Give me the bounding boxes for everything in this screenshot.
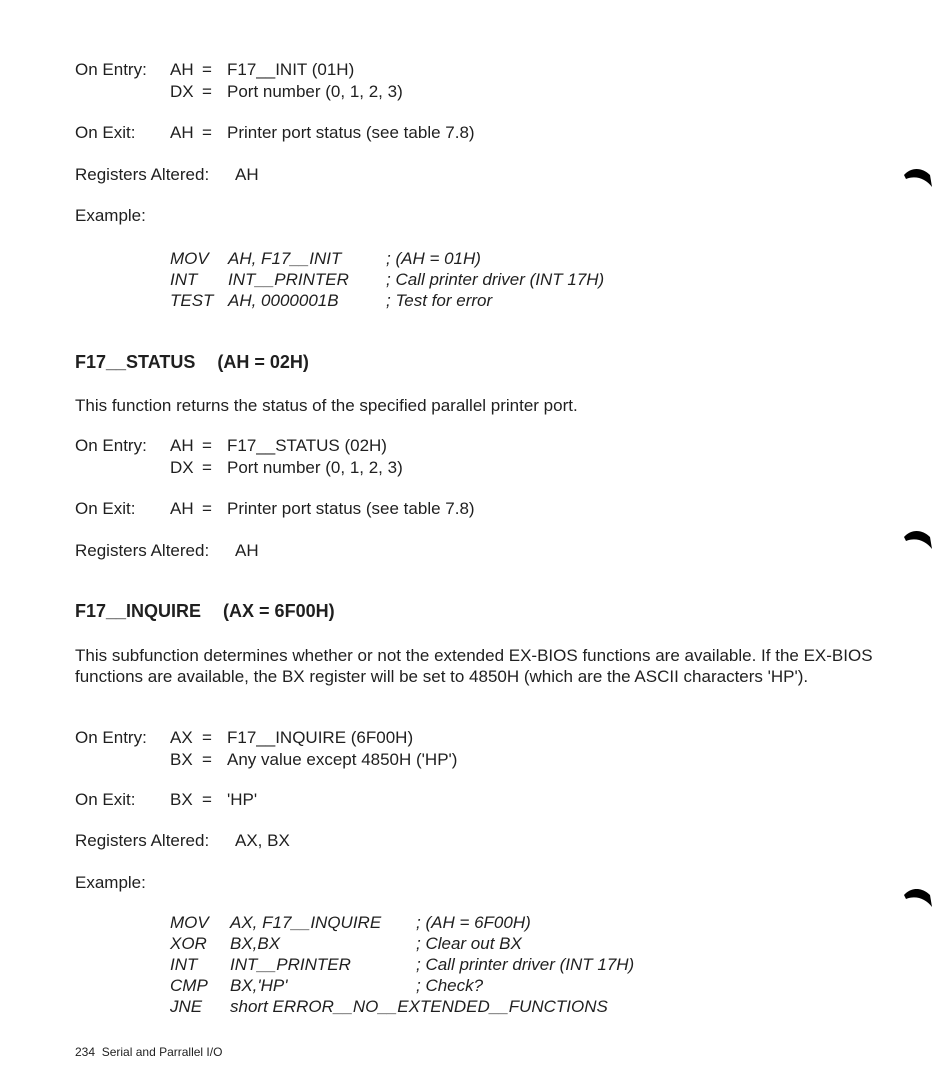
inquire-entry-eq-1: = xyxy=(202,728,212,747)
inquire-exit-reg: BX xyxy=(170,790,193,809)
inquire-altered-label: Registers Altered: xyxy=(75,831,210,850)
inquire-entry-val-2: Any value except 4850H ('HP') xyxy=(227,750,458,769)
inquire-heading xyxy=(75,601,335,621)
status-title-reg: (AH = 02H) xyxy=(217,352,309,372)
inquire-code-op-1: MOV xyxy=(170,913,209,932)
status-title: F17__STATUS xyxy=(75,352,196,372)
init-code-args-2: INT__PRINTER xyxy=(228,270,349,289)
margin-mark-icon xyxy=(902,527,932,551)
init-code-op-1: MOV xyxy=(170,249,209,268)
init-entry-val-2: Port number (0, 1, 2, 3) xyxy=(227,82,403,101)
status-altered-label: Registers Altered: xyxy=(75,541,210,560)
inquire-exit-val: 'HP' xyxy=(227,790,258,809)
page-footer xyxy=(75,1042,222,1062)
inquire-entry-label: On Entry: xyxy=(75,728,147,747)
init-code-args-3: AH, 0000001B xyxy=(228,291,339,310)
inquire-code-op-3: INT xyxy=(170,955,198,974)
init-exit-label: On Exit: xyxy=(75,123,136,142)
init-code-comment-2: ; Call printer driver (INT 17H) xyxy=(386,270,605,289)
status-entry-label: On Entry: xyxy=(75,436,147,455)
inquire-entry-reg-1: AX xyxy=(170,728,193,747)
page-number: 234 xyxy=(75,1045,96,1059)
status-entry-val-2: Port number (0, 1, 2, 3) xyxy=(227,458,403,477)
inquire-code-op-4: CMP xyxy=(170,976,208,995)
init-entry-eq-2: = xyxy=(202,82,212,101)
init-entry-reg-1: AH xyxy=(170,60,194,79)
status-entry-eq-2: = xyxy=(202,458,212,477)
init-code-args-1: AH, F17__INIT xyxy=(228,249,342,268)
init-altered-label: Registers Altered: xyxy=(75,165,210,184)
inquire-title: F17__INQUIRE xyxy=(75,601,202,621)
inquire-code-comment-4: ; Check? xyxy=(416,976,484,995)
status-exit-eq: = xyxy=(202,499,212,518)
inquire-entry-reg-2: BX xyxy=(170,750,193,769)
status-description: This function returns the status of the specified parallel printer port. xyxy=(75,396,578,415)
inquire-altered-value: AX, BX xyxy=(235,831,290,850)
init-code-op-2: INT xyxy=(170,270,198,289)
inquire-code-args-3: INT__PRINTER xyxy=(230,955,351,974)
status-entry-val-1: F17__STATUS (02H) xyxy=(227,436,387,455)
inquire-code-comment-2: ; Clear out BX xyxy=(416,934,522,953)
init-altered-value: AH xyxy=(235,165,259,184)
inquire-code-args-1: AX, F17__INQUIRE xyxy=(230,913,382,932)
chapter-title: Serial and Parrallel I/O xyxy=(101,1045,223,1059)
status-exit-val: Printer port status (see table 7.8) xyxy=(227,499,475,518)
status-altered-value: AH xyxy=(235,541,259,560)
margin-mark-icon xyxy=(902,165,932,189)
init-exit-eq: = xyxy=(202,123,212,142)
status-entry-reg-1: AH xyxy=(170,436,194,455)
inquire-code-args-4: BX,'HP' xyxy=(230,976,288,995)
init-entry-label: On Entry: xyxy=(75,60,147,79)
status-heading xyxy=(75,352,309,372)
inquire-title-reg: (AX = 6F00H) xyxy=(223,601,335,621)
init-example-label: Example: xyxy=(75,206,146,225)
init-entry-val-1: F17__INIT (01H) xyxy=(227,60,355,79)
inquire-code-op-2: XOR xyxy=(170,934,207,953)
inquire-code-args-5: short ERROR__NO__EXTENDED__FUNCTIONS xyxy=(230,997,608,1016)
inquire-exit-eq: = xyxy=(202,790,212,809)
init-exit-reg: AH xyxy=(170,123,194,142)
status-exit-reg: AH xyxy=(170,499,194,518)
inquire-code-comment-1: ; (AH = 6F00H) xyxy=(416,913,531,932)
status-entry-reg-2: DX xyxy=(170,458,194,477)
inquire-description: This subfunction determines whether or not the extended EX-BIOS functions are available. If the EX-BIOS functions are available, the BX register will be set to 4850H (which are the ASCII characters 'HP'). xyxy=(75,646,873,686)
inquire-example-label: Example: xyxy=(75,873,146,892)
status-exit-label: On Exit: xyxy=(75,499,136,518)
inquire-entry-eq-2: = xyxy=(202,750,212,769)
init-code-comment-3: ; Test for error xyxy=(386,291,493,310)
inquire-code-args-2: BX,BX xyxy=(230,934,281,953)
inquire-exit-label: On Exit: xyxy=(75,790,136,809)
margin-mark-icon xyxy=(902,885,932,909)
inquire-code-comment-3: ; Call printer driver (INT 17H) xyxy=(416,955,635,974)
status-entry-eq-1: = xyxy=(202,436,212,455)
inquire-entry-val-1: F17__INQUIRE (6F00H) xyxy=(227,728,414,747)
init-exit-val: Printer port status (see table 7.8) xyxy=(227,123,475,142)
init-code-op-3: TEST xyxy=(170,291,214,310)
inquire-code-op-5: JNE xyxy=(170,997,203,1016)
init-entry-eq-1: = xyxy=(202,60,212,79)
init-code-comment-1: ; (AH = 01H) xyxy=(386,249,481,268)
init-entry-reg-2: DX xyxy=(170,82,194,101)
